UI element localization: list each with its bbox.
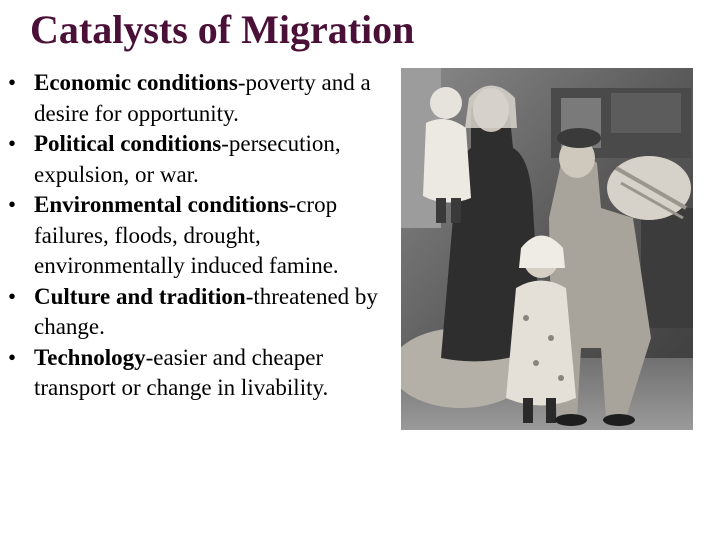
bullet-text: [34, 192, 339, 278]
bullet-item: [4, 68, 404, 129]
bullet-text: [34, 345, 328, 401]
bullet-icon: •: [8, 283, 17, 309]
bullet-icon: •: [8, 70, 17, 95]
bullet-term: Culture and tradition: [34, 283, 246, 309]
bullet-icon: •: [8, 192, 17, 217]
bullet-description: -poverty and a desire for opportunity.: [34, 70, 371, 126]
immigrant-family-photo: [401, 68, 693, 430]
bullet-item: [4, 282, 404, 343]
photo-illustration: [401, 68, 693, 430]
bullet-icon: •: [8, 131, 17, 156]
bullet-description: -threatened by change.: [34, 283, 378, 339]
bullet-text: [34, 284, 378, 340]
bullet-term: Economic conditions: [34, 70, 238, 95]
bullet-item: [4, 129, 404, 190]
bullet-item: [4, 190, 404, 282]
bullet-term: Environmental conditions: [34, 192, 289, 217]
bullet-term: Technology: [34, 344, 146, 370]
bullet-description: -crop failures, floods, drought, environmentally induced famine.: [34, 192, 339, 278]
slide-title: Catalysts of Migration: [30, 7, 415, 52]
bullet-description: -easier and cheaper transport or change in livability.: [34, 344, 329, 400]
bullet-item: [4, 343, 404, 404]
bullet-term: Political conditions: [34, 131, 222, 156]
bullet-list: [4, 68, 404, 404]
bullet-text: [34, 70, 371, 126]
bullet-description: -persecution, expulsion, or war.: [34, 131, 341, 187]
bullet-text: [34, 131, 341, 187]
bullet-icon: •: [8, 344, 17, 370]
